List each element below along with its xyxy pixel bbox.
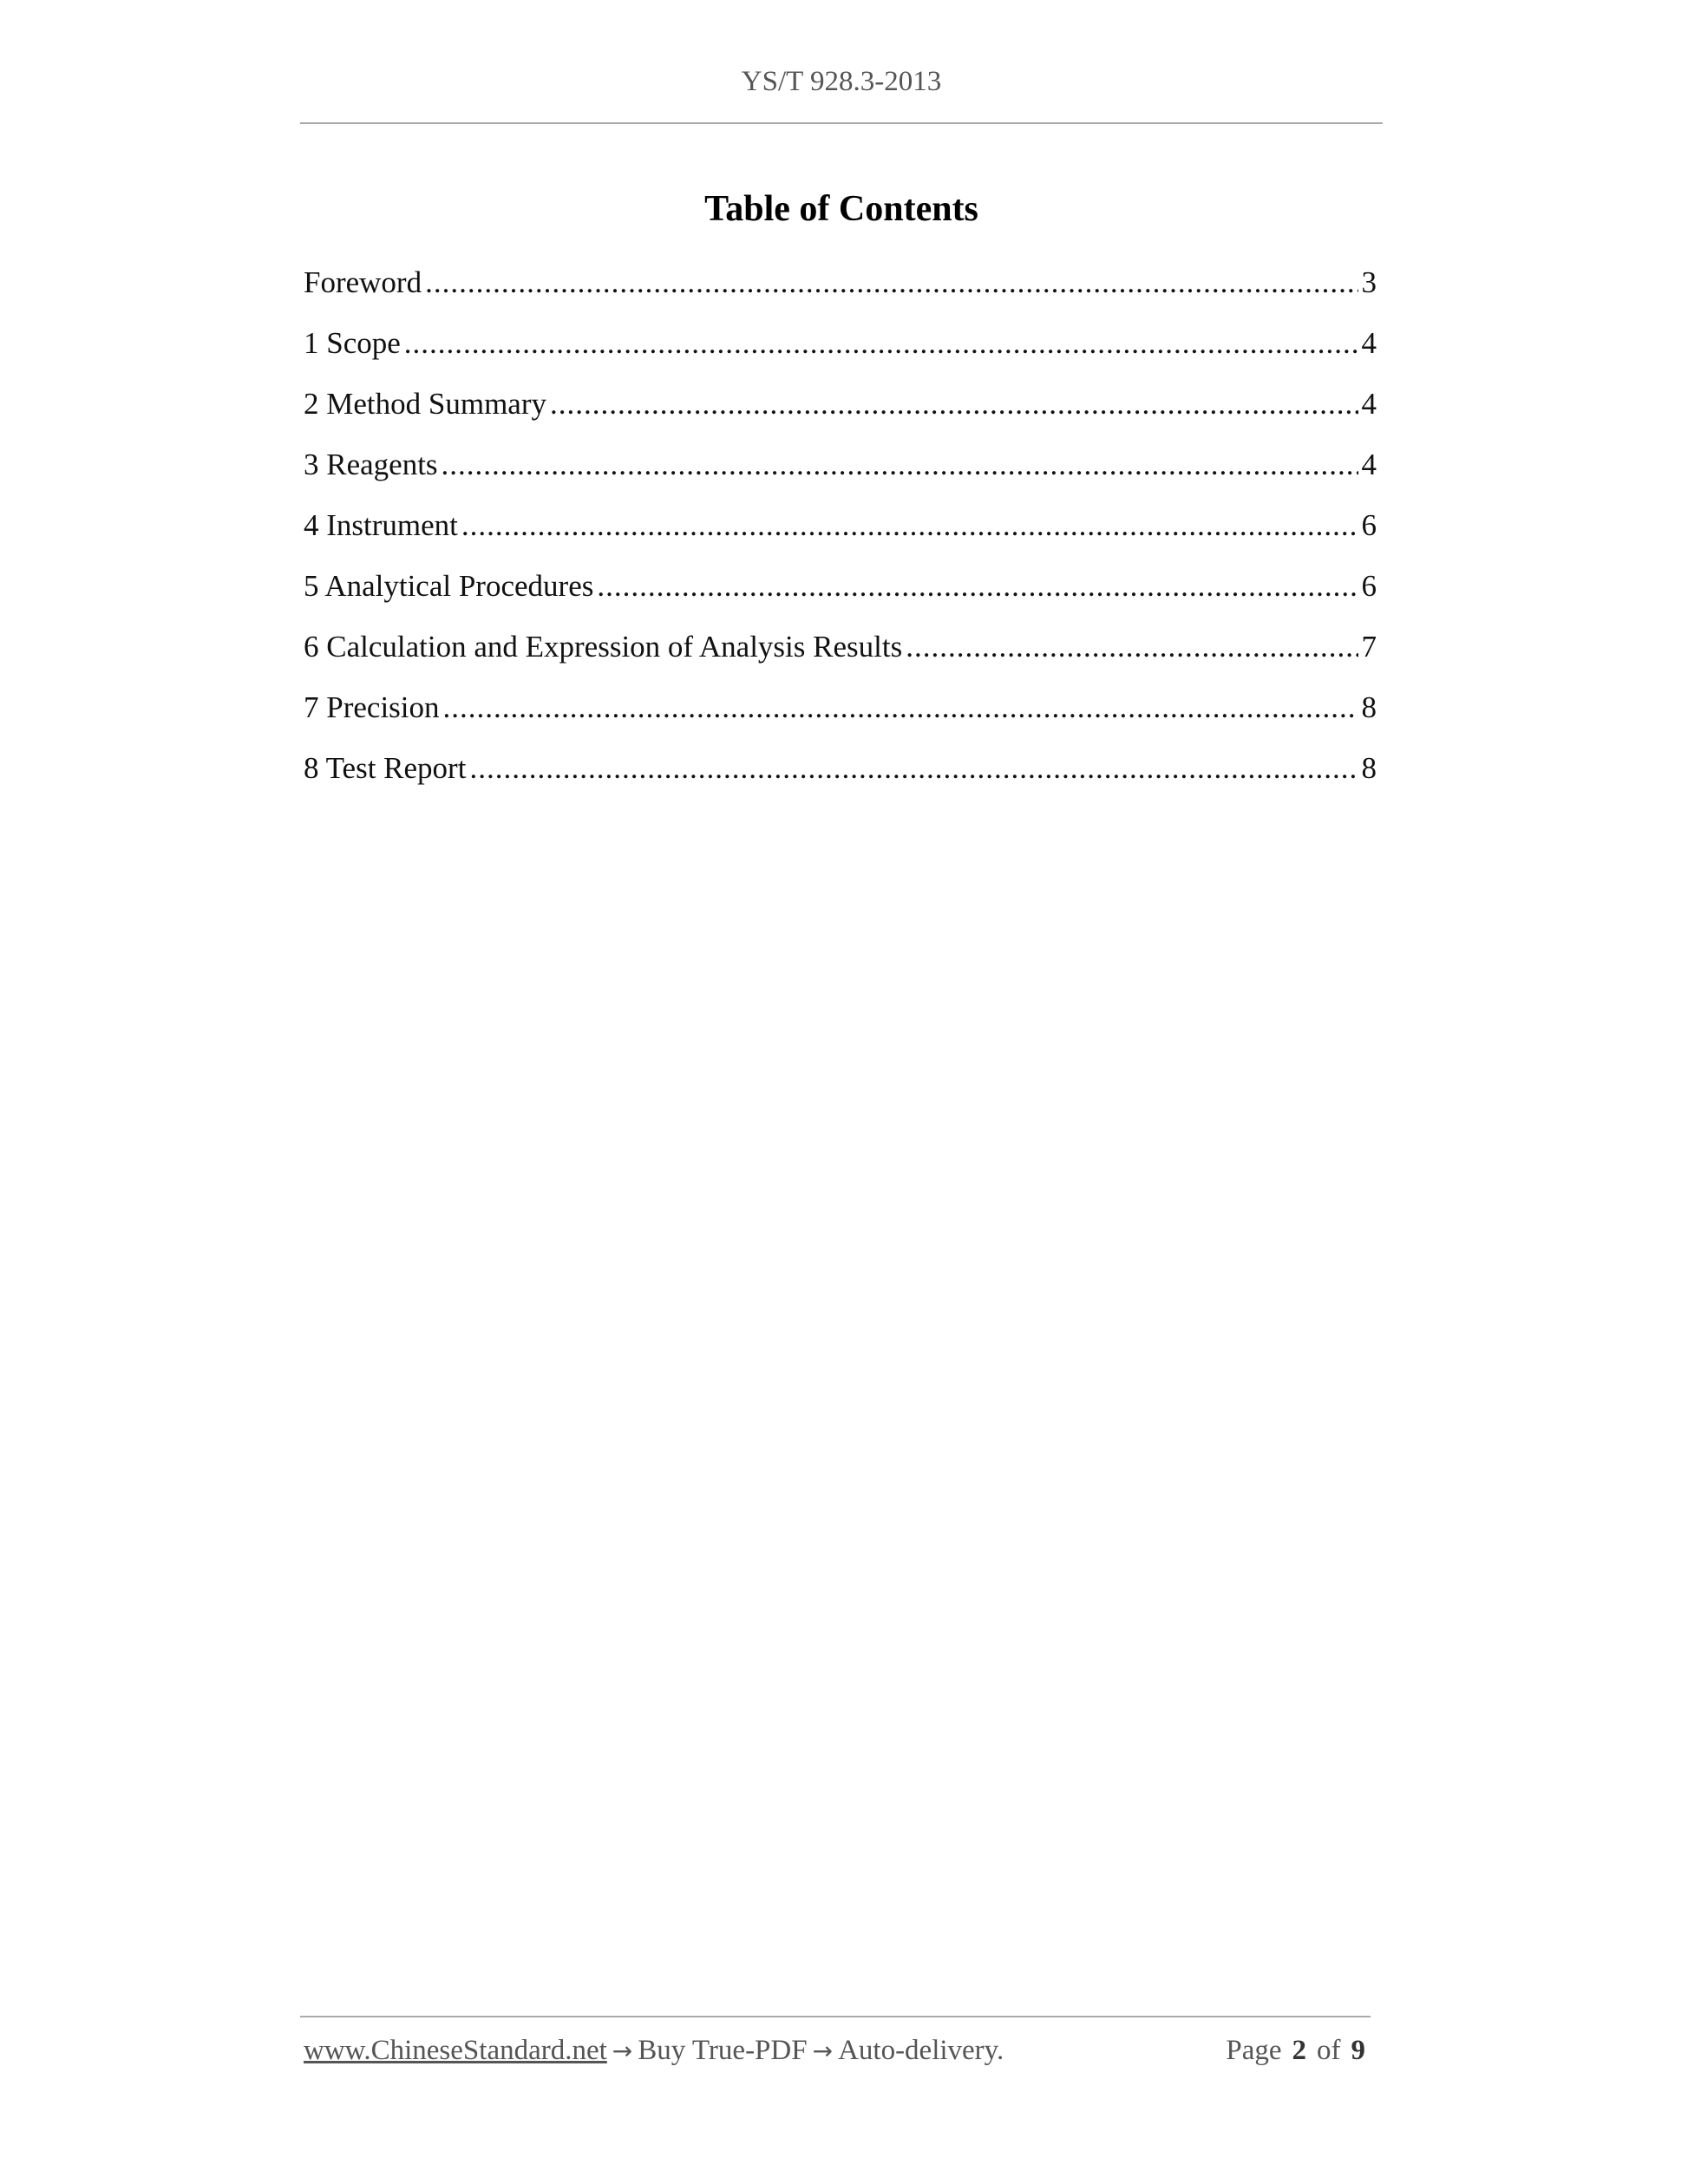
toc-dot-leader bbox=[425, 258, 1358, 307]
toc-entry-label: 4 Instrument bbox=[304, 508, 458, 542]
page-header: YS/T 928.3-2013 bbox=[741, 66, 942, 97]
toc-entry-label: 3 Reagents bbox=[304, 448, 438, 481]
total-pages: 9 bbox=[1351, 2035, 1365, 2066]
toc-dot-leader bbox=[550, 380, 1358, 428]
toc-entry-test-report[interactable] bbox=[304, 744, 1377, 805]
arrow-right-icon: → bbox=[612, 2037, 633, 2065]
toc-entry-foreword[interactable] bbox=[304, 258, 1377, 319]
toc-entry-calculation[interactable] bbox=[304, 623, 1377, 683]
toc-entry-page: 4 bbox=[1361, 326, 1377, 360]
toc-list bbox=[304, 258, 1377, 805]
toc-entry-page: 6 bbox=[1361, 508, 1377, 542]
toc-entry-page: 3 bbox=[1361, 265, 1377, 299]
toc-dot-leader bbox=[597, 562, 1358, 611]
of-word: of bbox=[1317, 2035, 1341, 2066]
toc-entry-label: 6 Calculation and Expression of Analysis Results bbox=[304, 630, 903, 664]
page-number bbox=[1226, 2035, 1365, 2067]
toc-dot-leader bbox=[906, 623, 1358, 671]
toc-entry-page: 8 bbox=[1361, 751, 1377, 785]
page-word: Page bbox=[1226, 2035, 1282, 2066]
site-link[interactable]: www.ChineseStandard.net bbox=[304, 2035, 607, 2066]
footer-divider bbox=[300, 2016, 1371, 2017]
toc-entry-instrument[interactable] bbox=[304, 501, 1377, 562]
toc-dot-leader bbox=[443, 683, 1358, 732]
toc-entry-analytical-procedures[interactable] bbox=[304, 562, 1377, 623]
toc-entry-reagents[interactable] bbox=[304, 441, 1377, 501]
delivery-text: Auto-delivery. bbox=[838, 2035, 1004, 2066]
toc-entry-label: 5 Analytical Procedures bbox=[304, 569, 594, 603]
toc-entry-page: 6 bbox=[1361, 569, 1377, 603]
toc-dot-leader bbox=[469, 744, 1358, 793]
toc-title: Table of Contents bbox=[704, 189, 978, 229]
toc-entry-page: 8 bbox=[1361, 690, 1377, 724]
toc-dot-leader bbox=[442, 441, 1358, 489]
toc-entry-page: 4 bbox=[1361, 387, 1377, 421]
arrow-right-icon: → bbox=[812, 2037, 834, 2065]
current-page: 2 bbox=[1292, 2035, 1306, 2066]
toc-entry-page: 7 bbox=[1361, 630, 1377, 664]
page-footer bbox=[304, 2035, 1371, 2078]
buy-text: Buy True-PDF bbox=[638, 2035, 808, 2066]
toc-dot-leader bbox=[461, 501, 1358, 550]
toc-entry-label: 1 Scope bbox=[304, 326, 401, 360]
toc-entry-page: 4 bbox=[1361, 448, 1377, 481]
toc-entry-label: 7 Precision bbox=[304, 690, 440, 724]
header-divider bbox=[300, 122, 1383, 124]
toc-entry-label: Foreword bbox=[304, 265, 422, 299]
toc-entry-method-summary[interactable] bbox=[304, 380, 1377, 441]
toc-entry-scope[interactable] bbox=[304, 319, 1377, 380]
toc-dot-leader bbox=[404, 319, 1358, 368]
toc-entry-label: 2 Method Summary bbox=[304, 387, 546, 421]
toc-entry-label: 8 Test Report bbox=[304, 751, 467, 785]
toc-entry-precision[interactable] bbox=[304, 683, 1377, 744]
footer-promo bbox=[304, 2035, 1004, 2067]
